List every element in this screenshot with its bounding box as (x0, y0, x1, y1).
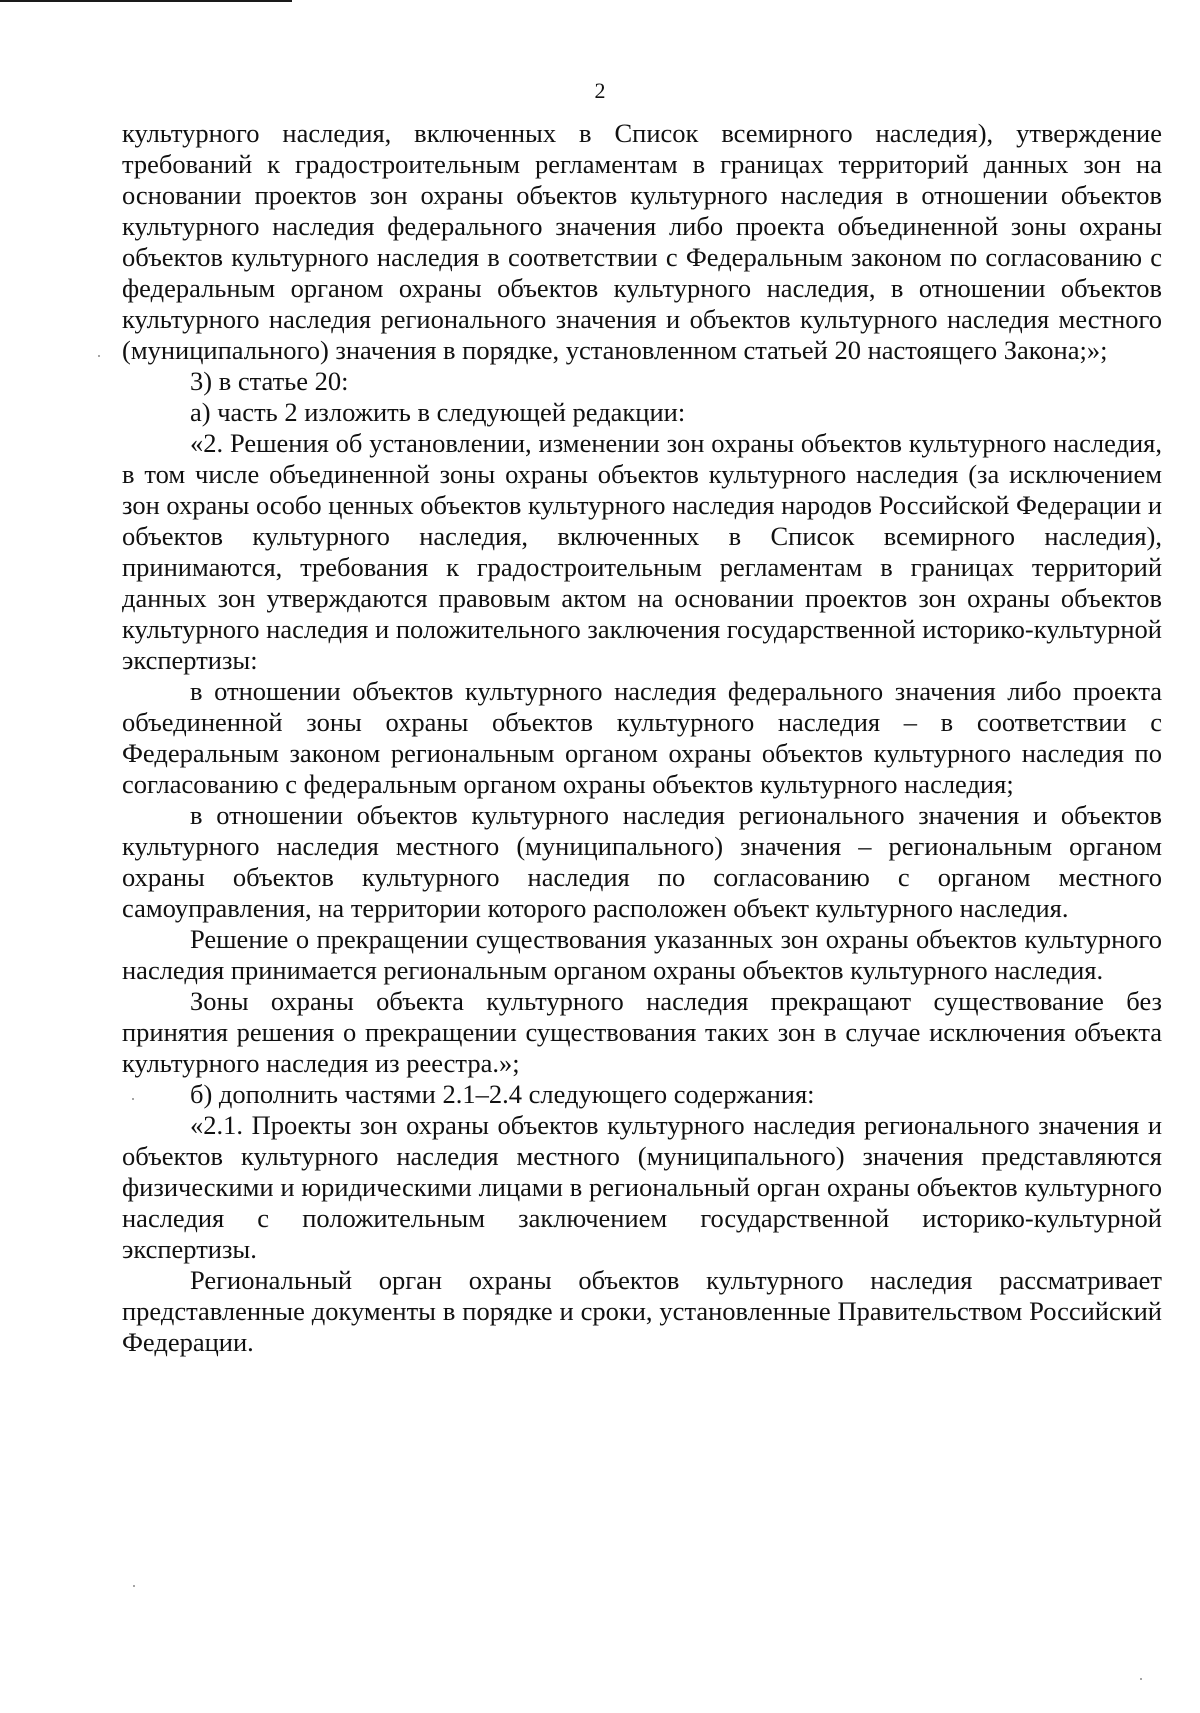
paragraph-part-2-1: «2.1. Проекты зон охраны объектов культурного наследия регионального значения и объектов культурного наследия местного (муниципального) значения представляются физическими и юридическими лицами в региональный орган охраны объектов культурного наследия с положительным заключением государственной историко-культурной экспертизы. (122, 1110, 1162, 1264)
scan-speck (1140, 1678, 1142, 1680)
paragraph-supplement-heading: б) дополнить частями 2.1–2.4 следующего содержания: (190, 1079, 815, 1109)
paragraph-part-2-text: «2. Решения об установлении, изменении зон охраны объектов культурного наследия, в том числе объединенной зоны охраны объектов культурного наследия (за исключением зон охраны особо ценных объектов культурного наследия народов Российской Федерации и объектов культурного наследия, включенных в Список всемирного наследия), принимаются, требования к градостроительным регламентам в границах территорий данных зон утверждаются правовым актом на основании проектов зон охраны объектов культурного наследия и положительного заключения государственной историко-культурной экспертизы: (122, 428, 1162, 675)
paragraph-termination-decision: Решение о прекращении существования указанных зон охраны объектов культурного наследия принимается региональным органом охраны объектов культурного наследия. (122, 924, 1162, 985)
page-number: 2 (594, 78, 606, 103)
paragraph-article-20: 3) в статье 20: (190, 366, 349, 396)
scan-speck (132, 1098, 134, 1100)
paragraph-continuation: культурного наследия, включенных в Список всемирного наследия), утверждение требований к градостроительным регламентам в границах территорий данных зон на основании проектов зон охраны объектов культурного наследия в отношении объектов культурного наследия федерального значения либо проекта объединенной зоны охраны объектов культурного наследия в соответствии с Федеральным законом по согласованию с федеральным органом охраны объектов культурного наследия, в отношении объектов культурного наследия регионального значения и объектов культурного наследия местного (муниципального) значения в порядке, установленном статьей 20 настоящего Закона;»; (122, 118, 1162, 365)
scan-speck (133, 1585, 135, 1587)
paragraph-review: Региональный орган охраны объектов культурного наследия рассматривает представленные документы в порядке и сроки, установленные Правительством Российский Федерации. (122, 1265, 1162, 1357)
paragraph-regional-objects: в отношении объектов культурного наследия регионального значения и объектов культурного наследия местного (муниципального) значения – региональным органом охраны объектов культурного наследия по согласованию с органом местного самоуправления, на территории которого расположен объект культурного наследия. (122, 800, 1162, 923)
paragraph-part-2-heading: а) часть 2 изложить в следующей редакции: (190, 397, 686, 427)
scan-speck (98, 355, 100, 357)
paragraph-termination-without-decision: Зоны охраны объекта культурного наследия прекращают существование без принятия решения о прекращении существования таких зон в случае исключения объекта культурного наследия из реестра.»; (122, 986, 1162, 1078)
document-body (122, 118, 1162, 1358)
paragraph-federal-objects: в отношении объектов культурного наследия федерального значения либо проекта объединенной зоны охраны объектов культурного наследия – в соответствии с Федеральным законом региональным органом охраны объектов культурного наследия по согласованию с федеральным органом охраны объектов культурного наследия; (122, 676, 1162, 799)
scan-corner-mark (0, 0, 292, 2)
